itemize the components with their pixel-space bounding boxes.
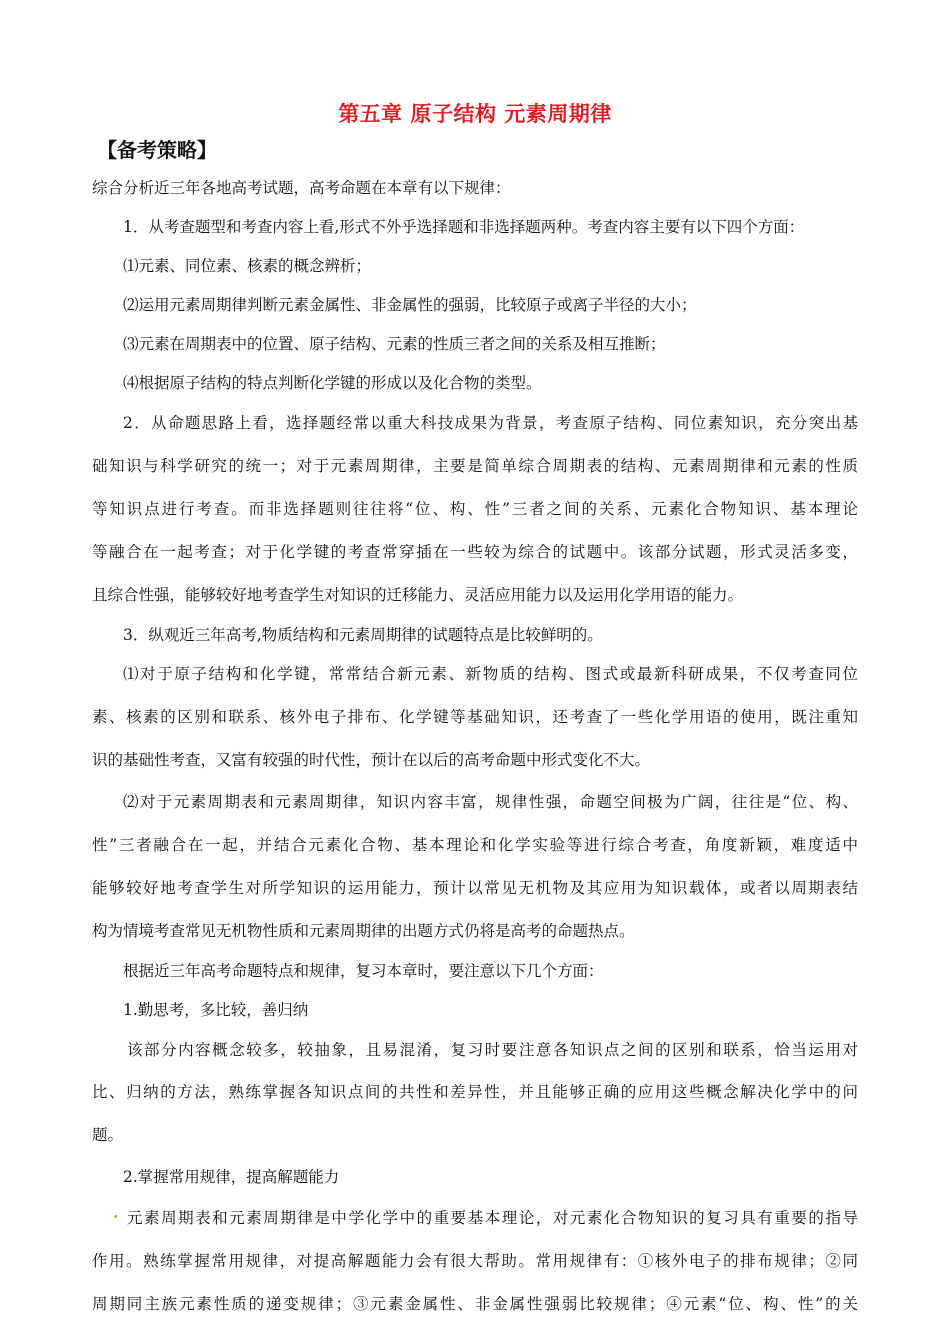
paragraph-line: 素、核素的区别和联系、核外电子排布、化学键等基础知识，还考查了一些化学用语的使用，既注重知 [92, 708, 858, 726]
paragraph-line: 础知识与科学研究的统一；对于元素周期律，主要是简单综合周期表的结构、元素周期律和元素的性质 [92, 457, 858, 475]
paragraph-line: 等知识点进行考查。而非选择题则往往将“位、构、性”三者之间的关系、元素化合物知识、基本理论 [92, 500, 858, 518]
paragraph-line: 1．从考查题型和考查内容上看,形式不外乎选择题和非选择题两种。考查内容主要有以下四个方面： [123, 218, 805, 236]
paragraph-line: 能够较好地考查学生对所学知识的运用能力，预计以常见无机物及其应用为知识载体，或者以周期表结 [92, 879, 858, 897]
chapter-title: 第五章 原子结构 元素周期律 [338, 102, 612, 126]
paragraph-line: ⑵对于元素周期表和元素周期律，知识内容丰富，规律性强，命题空间极为广阔，往往是“位、构、 [123, 793, 858, 811]
paragraph-line: 3．纵观近三年高考,物质结构和元素周期律的试题特点是比较鲜明的。 [123, 626, 603, 644]
paragraph-line: 构为情境考查常见无机物性质和元素周期律的出题方式仍将是高考的命题热点。 [92, 922, 635, 940]
paragraph-line: ⑴对于原子结构和化学键，常常结合新元素、新物质的结构、图式或最新科研成果，不仅考查同位 [123, 665, 858, 683]
paragraph-line: 该部分内容概念较多，较抽象，且易混淆，复习时要注意各知识点之间的区别和联系，恰当运用对 [127, 1041, 858, 1059]
paragraph-line: 作用。熟练掌握常用规律，对提高解题能力会有很大帮助。常用规律有：①核外电子的排布规律；②同 [92, 1252, 858, 1270]
subheading: 1.勤思考，多比较，善归纳 [123, 1001, 309, 1019]
paragraph-line: 题。 [92, 1126, 124, 1144]
paragraph-line: 且综合性强，能够较好地考查学生对知识的迁移能力、灵活应用能力以及运用化学用语的能力。 [92, 586, 744, 604]
paragraph-line: 等融合在一起考查；对于化学键的考查常穿插在一些较为综合的试题中。该部分试题，形式灵活多变， [92, 543, 858, 561]
list-item: ⑷根据原子结构的特点判断化学键的形成以及化合物的类型。 [123, 374, 542, 392]
paragraph-line: 元素周期表和元素周期律是中学化学中的重要基本理论，对元素化合物知识的复习具有重要的指导 [127, 1209, 858, 1227]
paragraph-line: 比、归纳的方法，熟练掌握各知识点间的共性和差异性，并且能够正确的应用这些概念解决化学中的问 [92, 1083, 858, 1101]
paragraph-line: 2．从命题思路上看，选择题经常以重大科技成果为背景，考查原子结构、同位素知识，充分突出基 [123, 414, 858, 432]
decorative-dot: . [113, 1203, 119, 1222]
section-heading: 【备考策略】 [97, 138, 217, 162]
paragraph-line: 周期同主族元素性质的递变规律；③元素金属性、非金属性强弱比较规律；④元素“位、构、性”的关 [92, 1295, 858, 1313]
list-item: ⑵运用元素周期律判断元素金属性、非金属性的强弱，比较原子或离子半径的大小； [123, 296, 697, 314]
paragraph-line: 根据近三年高考命题特点和规律，复习本章时，要注意以下几个方面： [123, 962, 604, 980]
subheading: 2.掌握常用规律，提高解题能力 [123, 1168, 340, 1186]
list-item: ⑴元素、同位素、核素的概念辨析； [123, 257, 372, 275]
paragraph-line: 性”三者融合在一起，并结合元素化合物、基本理论和化学实验等进行综合考查，角度新颖，难度适中 [92, 836, 858, 854]
list-item: ⑶元素在周期表中的位置、原子结构、元素的性质三者之间的关系及相互推断； [123, 335, 666, 353]
paragraph-line: 识的基础性考查，又富有较强的时代性，预计在以后的高考命题中形式变化不大。 [92, 751, 651, 769]
paragraph-line: 综合分析近三年各地高考试题，高考命题在本章有以下规律： [92, 179, 511, 197]
